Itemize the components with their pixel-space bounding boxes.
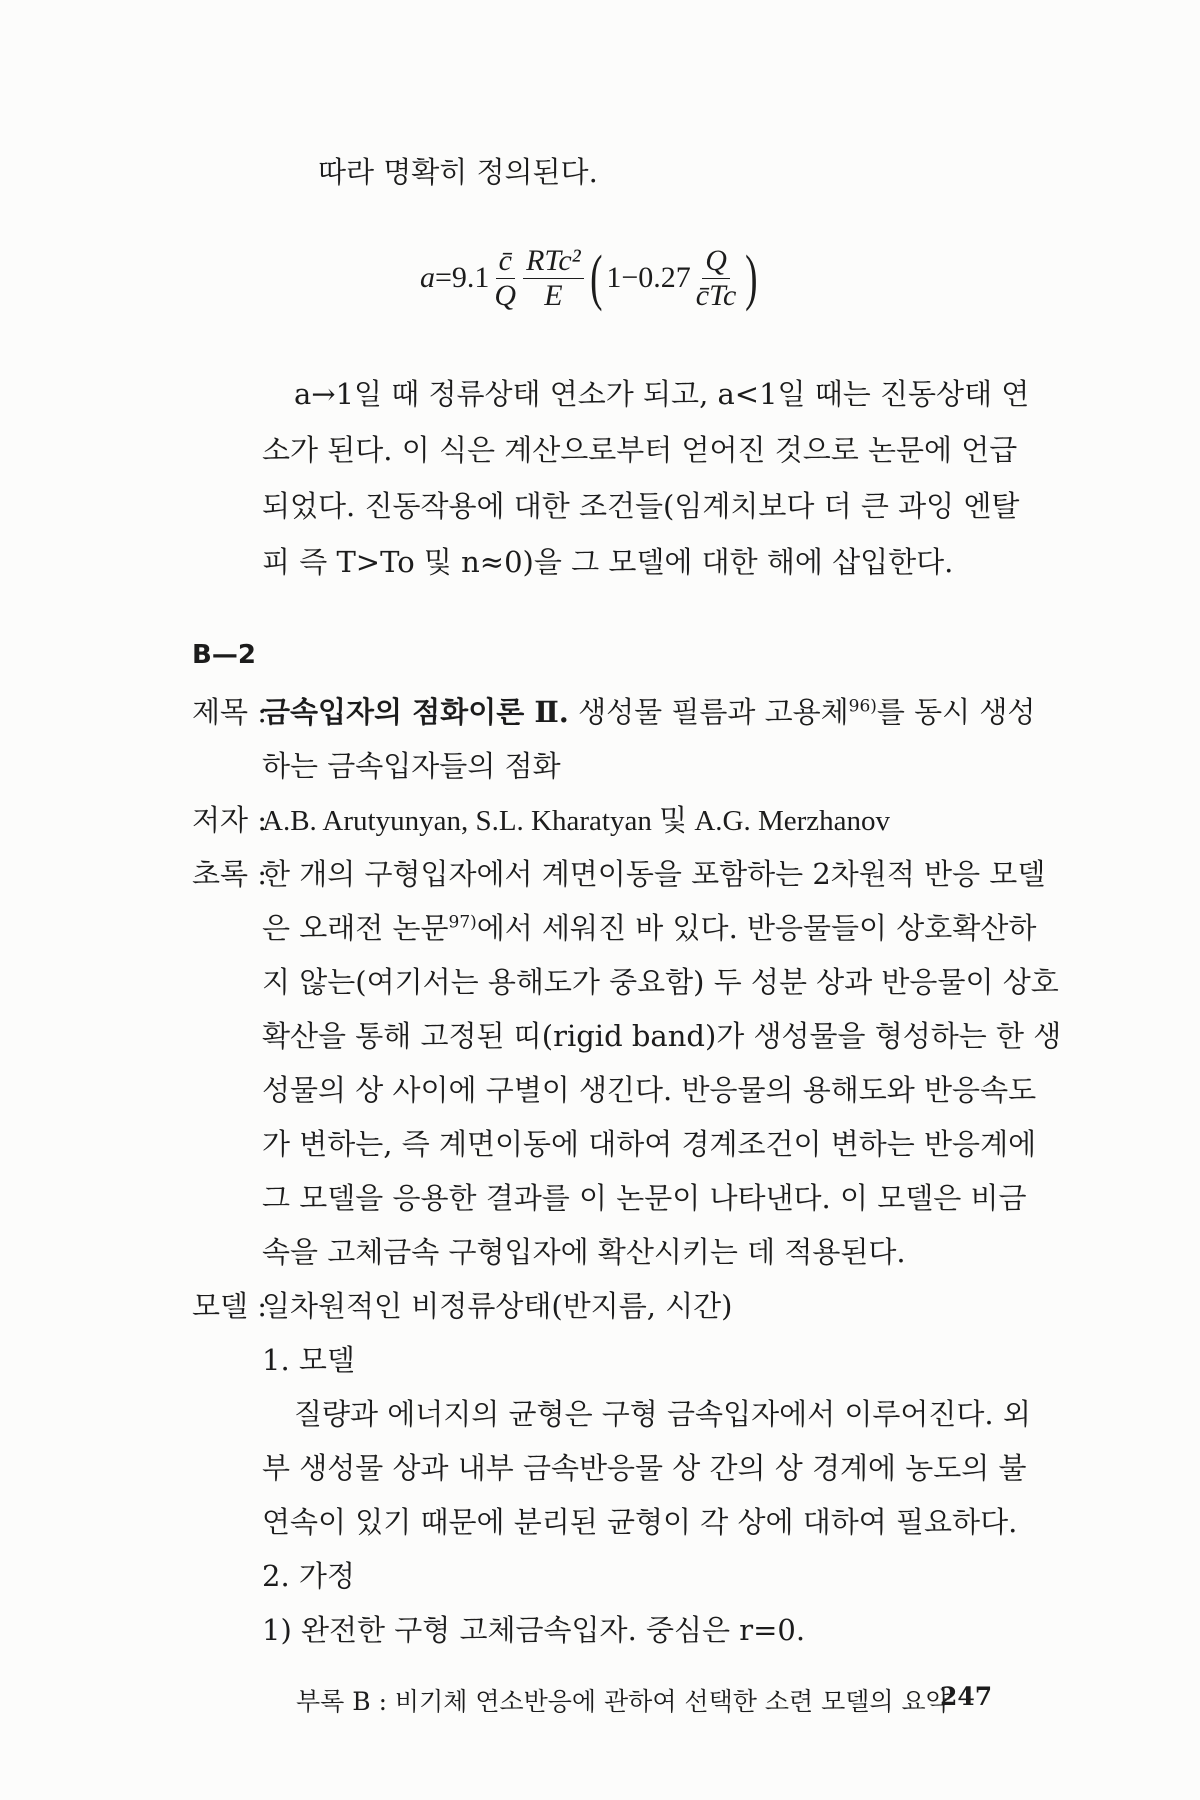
formula-coef: =9.1	[435, 261, 490, 294]
intro-line: 따라 명확히 정의된다.	[318, 155, 598, 189]
formula-frac-1-den: Q	[494, 278, 517, 312]
authors-text: A.B. Arutyunyan, S.L. Kharatyan 및 A.G. Merzhanov	[262, 805, 891, 837]
para2-line-2: 부 생성물 상과 내부 금속반응물 상 간의 상 경계에 농도의 불	[262, 1451, 1027, 1485]
title-line-1	[262, 690, 1035, 731]
formula-frac-3-num: Q	[702, 244, 730, 279]
title-bold: 금속입자의 점화이론 Ⅱ.	[262, 695, 569, 729]
title-rest-b: 를 동시 생성	[876, 695, 1036, 729]
equation-a	[420, 238, 762, 318]
subsection-2: 2. 가정	[262, 1559, 355, 1593]
para2-line-3: 연속이 있기 때문에 분리된 균형이 각 상에 대하여 필요하다.	[262, 1505, 1018, 1539]
abstract-line-3: 지 않는(여기서는 용해도가 중요함) 두 성분 상과 반응물이 상호	[262, 965, 1059, 999]
formula-frac-1	[491, 244, 519, 313]
assumption-1: 1) 완전한 구형 고체금속입자. 중심은 r=0.	[262, 1613, 806, 1647]
abstract-line-6: 가 변하는, 즉 계면이동에 대하여 경계조건이 변하는 반응계에	[262, 1127, 1037, 1161]
running-footer: 부록 B : 비기체 연소반응에 관하여 선택한 소련 모델의 요약	[296, 1687, 950, 1716]
abstract-label: 초록 :	[192, 857, 268, 891]
abstract-line-5: 성물의 상 사이에 구별이 생긴다. 반응물의 용해도와 반응속도	[262, 1073, 1037, 1107]
abstract-line-2b: 에서 세워진 바 있다. 반응물들이 상호확산하	[476, 911, 1037, 945]
title-line-2: 하는 금속입자들의 점화	[262, 749, 561, 783]
section-heading: B—2	[192, 640, 256, 670]
abstract-line-1: 한 개의 구형입자에서 계면이동을 포함하는 2차원적 반응 모델	[262, 857, 1046, 891]
formula-paren-open: (	[589, 243, 603, 312]
abstract-line-4: 확산을 통해 고정된 띠(rigid band)가 생성물을 형성하는 한 생	[262, 1019, 1062, 1053]
para1-line-2: 소가 된다. 이 식은 계산으로부터 얻어진 것으로 논문에 언급	[262, 433, 1018, 467]
subsection-1: 1. 모델	[262, 1343, 355, 1377]
formula-paren-close: )	[745, 243, 758, 312]
title-label: 제목 :	[192, 695, 268, 729]
formula-frac-2-num: RTc²	[523, 244, 584, 279]
abstract-footnote-ref: 97)	[448, 912, 477, 933]
formula-lhs: a	[420, 261, 435, 294]
formula-frac-1-num: c̄	[496, 244, 515, 279]
para2-line-1: 질량과 에너지의 균형은 구형 금속입자에서 이루어진다. 외	[294, 1397, 1031, 1431]
formula-inner: 1−0.27	[606, 261, 691, 294]
formula-frac-2	[523, 244, 584, 313]
para1-line-4: 피 즉 T>To 및 n≈0)을 그 모델에 대한 해에 삽입한다.	[262, 545, 954, 579]
model-text: 일차원적인 비정류상태(반지름, 시간)	[262, 1289, 733, 1323]
model-label: 모델 :	[192, 1289, 268, 1323]
formula-frac-2-den: E	[544, 278, 563, 312]
title-rest-a: 생성물 필름과 고용체	[568, 695, 849, 729]
authors-label: 저자 :	[192, 803, 268, 837]
page-number: 247	[940, 1682, 993, 1711]
title-footnote-ref: 96)	[848, 696, 877, 717]
abstract-line-7: 그 모델을 응용한 결과를 이 논문이 나타낸다. 이 모델은 비금	[262, 1181, 1027, 1215]
para1-line-3: 되었다. 진동작용에 대한 조건들(임계치보다 더 큰 과잉 엔탈	[262, 489, 1020, 523]
abstract-line-2a: 은 오래전 논문	[262, 911, 449, 945]
abstract-line-8: 속을 고체금속 구형입자에 확산시키는 데 적용된다.	[262, 1235, 906, 1269]
para1-line-1: a→1일 때 정류상태 연소가 되고, a<1일 때는 진동상태 연	[294, 377, 1030, 411]
formula-frac-3-den: c̄Tc	[695, 278, 737, 312]
formula-frac-3	[693, 244, 740, 313]
abstract-line-2	[262, 906, 1036, 947]
